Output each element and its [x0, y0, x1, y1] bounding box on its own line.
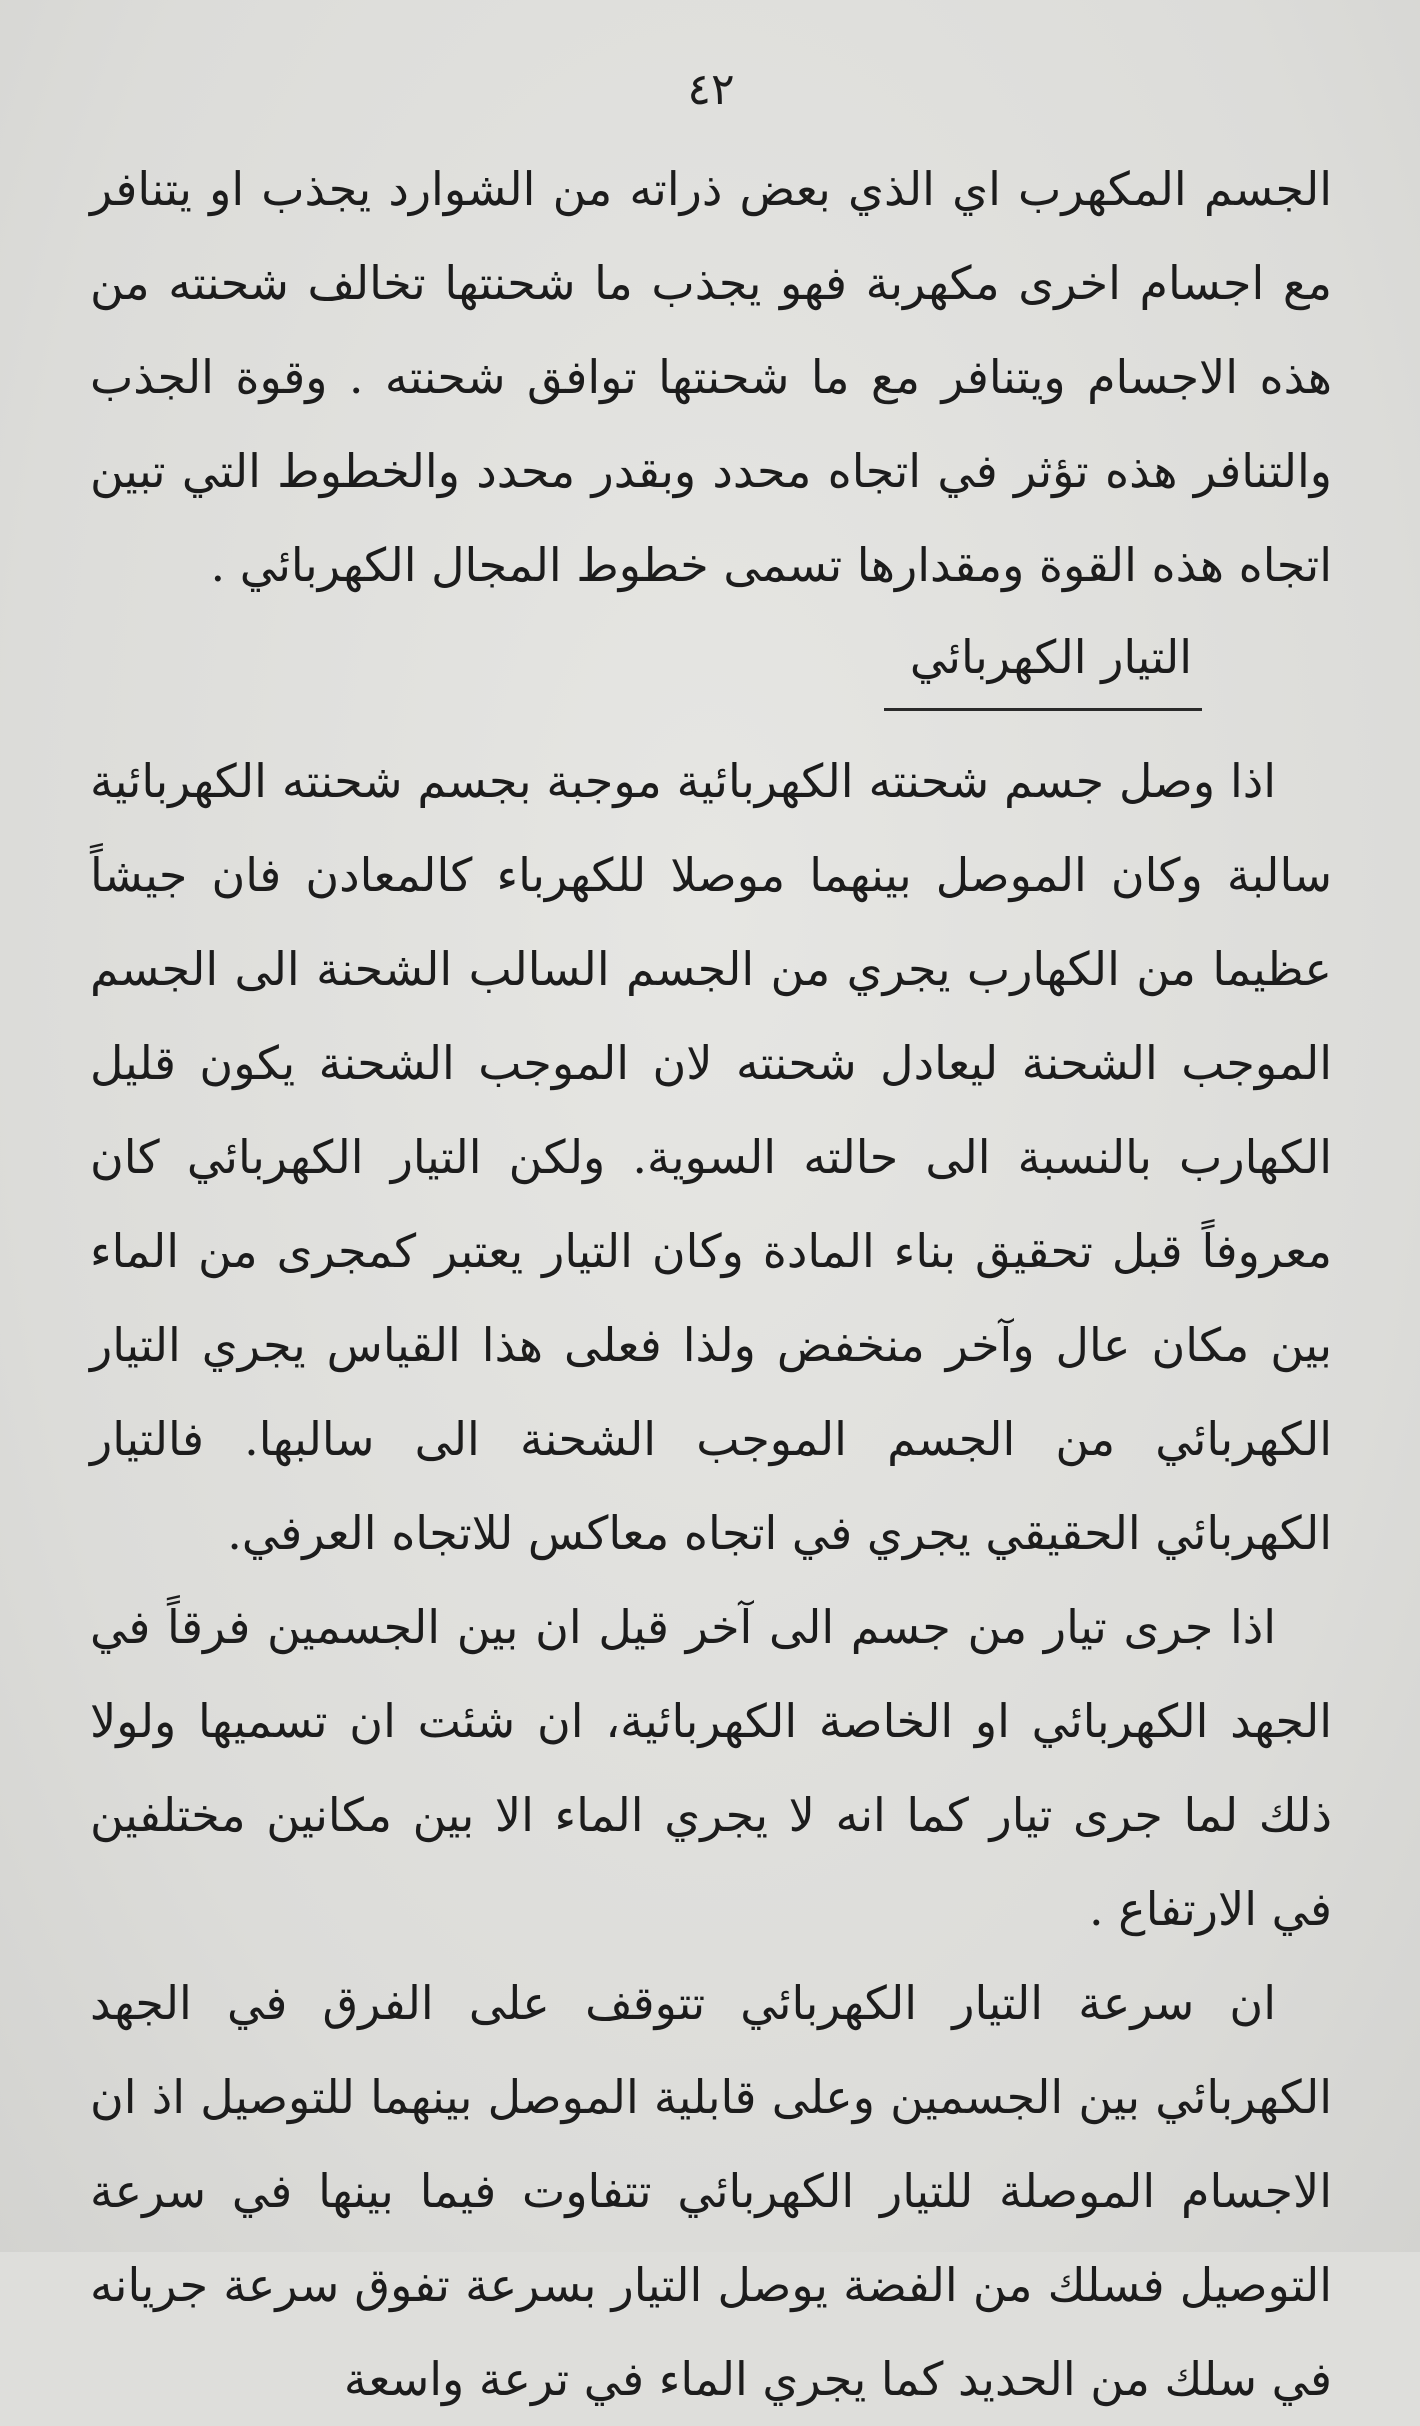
paragraph-current-definition: اذا وصل جسم شحنته الكهربائية موجبة بجسم شحنته الكهربائية سالبة وكان الموصل بينهما موصلا للكهرباء كالمعادن فان جيشاً عظيما من الكهارب يجري من الجسم السالب الشحنة الى الجسم الموجب الشحنة ليعادل شحنته لان الموجب الشحنة يكون قليل الكهارب بالنسبة الى حالته السوية. ولكن التيار الكهربائي كان معروفاً قبل تحقيق بناء المادة وكان التيار يعتبر كمجرى من الماء بين مكان عال وآخر منخفض ولذا فعلى هذا القياس يجري التيار الكهربائي من الجسم الموجب الشحنة الى سالبها. فالتيار الكهربائي الحقيقي يجري في اتجاه معاكس للاتجاه العرفي. [90, 754, 1332, 1560]
section-heading-block [90, 612, 1332, 734]
section-heading: التيار الكهربائي [909, 630, 1192, 684]
paragraph-potential-difference: اذا جرى تيار من جسم الى آخر قيل ان بين الجسمين فرقاً في الجهد الكهربائي او الخاصة الكهربائية، ان شئت ان تسميها ولولا ذلك لما جرى تيار كما انه لا يجري الماء الا بين مكانين مختلفين في الارتفاع . [90, 1600, 1333, 1936]
heading-underline [884, 708, 1202, 711]
page-number: ٤٢ [687, 64, 735, 115]
paragraph-current-speed: ان سرعة التيار الكهربائي تتوقف على الفرق في الجهد الكهربائي بين الجسمين وعلى قابلية الموصل بينهما للتوصيل اذ ان الاجسام الموصلة للتيار الكهربائي تتفاوت فيما بينها في سرعة التوصيل فسلك من الفضة يوصل التيار بسرعة تفوق سرعة جريانه في سلك من الحديد كما يجري الماء في ترعة واسعة [90, 1976, 1332, 2406]
intro-paragraph: الجسم المكهرب اي الذي بعض ذراته من الشوارد يجذب او يتنافر مع اجسام اخرى مكهربة فهو يجذب ما شحنتها تخالف شحنته من هذه الاجسام ويتنافر مع ما شحنتها توافق شحنته . وقوة الجذب والتنافر هذه تؤثر في اتجاه محدد وبقدر محدد والخطوط التي تبين اتجاه هذه القوة ومقدارها تسمى خطوط المجال الكهربائي . [90, 162, 1332, 592]
